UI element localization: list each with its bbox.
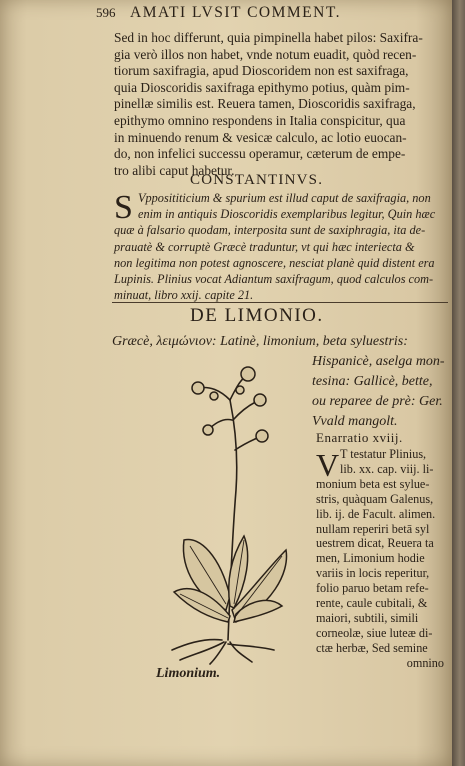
running-header: [96, 4, 341, 22]
text-line: lib. xx. cap. viij. li-: [340, 461, 434, 476]
limonio-drop-cap: V: [316, 447, 340, 483]
text-line: Vpposititicium & spurium est illud caput de saxifragia, non: [138, 191, 431, 205]
text-line: Lupinis. Plinius vocat Adiantum saxifragum, quod calculos com-: [114, 272, 434, 287]
text-line: ctæ herbæ, Sed semine: [316, 640, 428, 655]
text-line: enim in antiquis Dioscoridis exemplaribus legitur, Quin hæc: [138, 207, 436, 222]
text-line: tiorum saxifragia, apud Dioscoridem non est saxifraga,: [114, 63, 409, 79]
text-line: variis in locis reperitur,: [316, 566, 430, 581]
text-line: Sed in hoc differunt, quia pimpinella habet pilos: Saxifra-: [114, 30, 423, 45]
text-line: stris, quàquam Galenus,: [316, 491, 434, 506]
enarratio-label: Enarratio xviij.: [316, 430, 403, 445]
text-line: uestrem dicat, Reuera ta: [316, 536, 434, 551]
page-number: 596: [96, 5, 116, 20]
text-line: rente, caule cubitali, &: [316, 596, 428, 611]
text-line: epithymo omnino respondens in Italia conspicitur, qua: [114, 112, 406, 128]
text-line: quia Dioscoridis saxifraga epithymo potius, quàm pim-: [114, 79, 410, 95]
text-line: do, non infelici successu operamur, cæterum de empe-: [114, 146, 406, 162]
text-line: non legitima non potest agnoscere, nesciat planè quid distent era: [114, 255, 435, 270]
text-line: tro alibi caput habetur.: [114, 162, 235, 178]
text-line: minuat, libro xxij. capite 21.: [114, 288, 254, 303]
constantinus-commentary: [114, 190, 450, 303]
text-line: tesina: Gallicè, bette,: [312, 374, 433, 389]
page-edge: [452, 0, 465, 766]
text-line: folio paruo betam refe-: [316, 581, 429, 596]
text-line: maiori, subtili, simili: [316, 610, 419, 625]
section-divider: [112, 302, 448, 303]
text-line: gia verò illos non habet, vnde notum euadit, quòd recen-: [114, 46, 417, 62]
text-line: men, Limonium hodie: [316, 551, 425, 566]
text-line: corneolæ, siue luteæ di-: [316, 625, 433, 640]
text-line: nullam reperiri betā syl: [316, 521, 430, 536]
text-line: lib. ij. de Facult. alimen.: [316, 506, 436, 521]
illustration-caption: Limonium.: [156, 666, 221, 681]
synonyms-continued: [312, 352, 445, 432]
text-line: in minuendo renum & vesicæ calculo, ac lotio euocan-: [114, 129, 407, 145]
catchword: omnino: [406, 655, 444, 670]
synonyms-line: Græcè, λειμώνιον: Latinè, limonium, beta syluestris:: [112, 334, 408, 349]
limonio-heading: DE LIMONIO.: [190, 305, 324, 326]
text-line: Hispanicè, aselga mon-: [312, 354, 445, 369]
text-line: monium beta est sylue-: [316, 476, 430, 491]
text-line: prauatè & corruptè Græcè traduntur, vt qui hæc interiecta &: [114, 239, 415, 254]
running-title: AMATI LVSIT COMMENT.: [130, 4, 342, 21]
constantinus-heading: CONSTANTINVS.: [190, 172, 324, 188]
constantinus-drop-cap: S: [114, 189, 133, 226]
text-line: quæ à falsario quodam, interposita sunt de saxiphragia, ita de-: [114, 223, 426, 238]
text-line: T testatur Plinius,: [340, 447, 427, 461]
text-line: ou reparee de prè: Ger.: [312, 394, 443, 409]
limonio-text-column: [316, 447, 450, 671]
limonium-woodcut-illustration: [140, 360, 300, 665]
text-line: Vvald mangolt.: [312, 414, 398, 429]
body-paragraph: [114, 30, 450, 179]
text-line: pinellæ similis est. Reuera tamen, Dioscoridis saxifraga,: [114, 96, 416, 112]
